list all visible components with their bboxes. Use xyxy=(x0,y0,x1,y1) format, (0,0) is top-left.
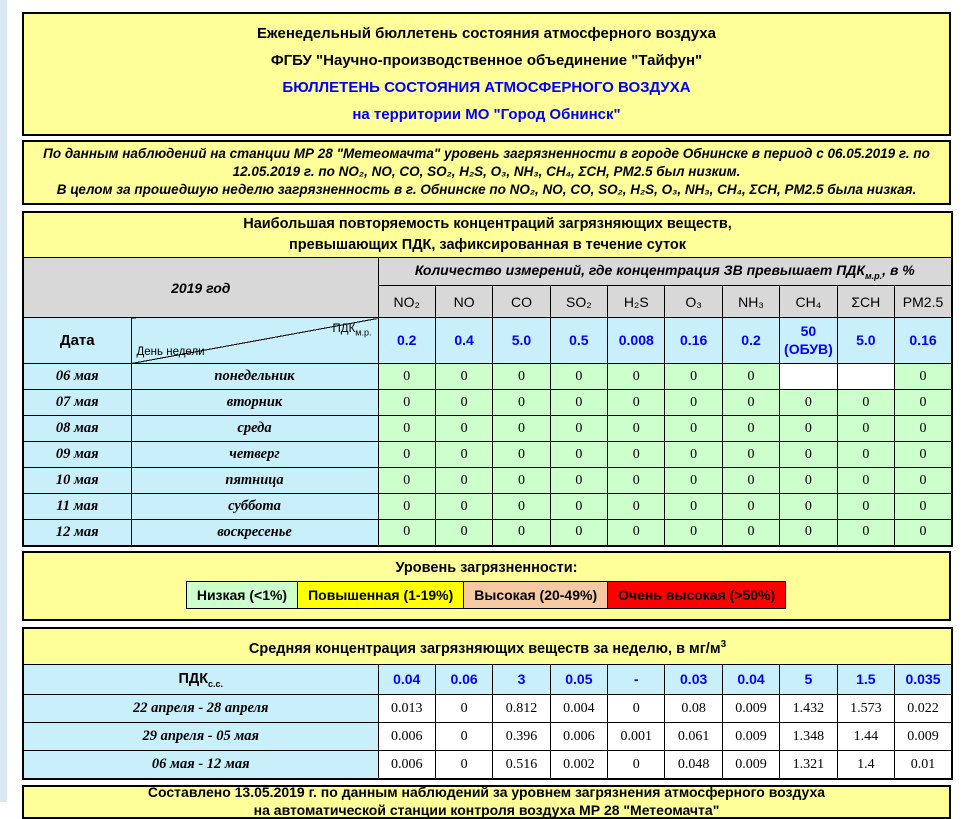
intro-paragraph-1: По данным наблюдений на станции МР 28 "Метеомачта" уровень загрязненности в городе Обнинске в период с 06.05.2019 г. по 12.05.2019 г. по NO₂, NO, CO, SO₂, H₂S, O₃, NH₃, CH₄, ΣCH, PM2.5 был низким. xyxy=(43,146,930,180)
mpc-value-cell: 0.2 xyxy=(722,318,779,364)
value-cell: 0 xyxy=(378,442,435,468)
average-value-cell: 0.006 xyxy=(378,751,435,779)
measure-header-post: , в % xyxy=(882,262,915,279)
average-value-cell: 0.061 xyxy=(665,723,722,751)
diagonal-bottom-label: День недели xyxy=(136,346,205,359)
bulletin-subtitle: Еженедельный бюллетень состояния атмосферного воздуха xyxy=(257,25,716,42)
average-value-cell: 0.01 xyxy=(895,751,953,779)
period-cell: 22 апреля - 28 апреля xyxy=(23,695,378,723)
value-cell: 0 xyxy=(780,442,837,468)
value-cell: 0 xyxy=(608,364,665,390)
legend-title: Уровень загрязненности: xyxy=(395,559,578,576)
date-cell: 06 мая xyxy=(23,364,131,390)
weekday-cell: понедельник xyxy=(131,364,378,390)
value-cell: 0 xyxy=(895,416,953,442)
value-cell: 0 xyxy=(665,520,722,546)
frequency-title-line2: превышающих ПДК, зафиксированная в течение суток xyxy=(289,236,687,253)
value-cell: 0 xyxy=(493,442,550,468)
average-value-cell: 0.048 xyxy=(665,751,722,779)
frequency-title-line1: Наибольшая повторяемость концентраций загрязняющих веществ, xyxy=(243,215,732,232)
value-cell: 0 xyxy=(780,520,837,546)
footer-line2: на автоматической станции контроля воздуха МР 28 "Метеомачта" xyxy=(253,801,720,818)
value-cell: 0 xyxy=(378,416,435,442)
frequency-section-title xyxy=(23,212,952,258)
value-cell: 0 xyxy=(550,390,607,416)
mpc-value-cell: 0.008 xyxy=(608,318,665,364)
average-value-cell: 0.001 xyxy=(608,723,665,751)
average-value-cell: 0.004 xyxy=(550,695,607,723)
value-cell: 0 xyxy=(493,494,550,520)
measure-header-text: Количество измерений, где концентрация ЗВ превышает ПДК xyxy=(414,262,866,279)
measure-header-sub: м.р. xyxy=(865,271,883,282)
weekday-cell: среда xyxy=(131,416,378,442)
average-value-cell: 1.44 xyxy=(837,723,894,751)
daily-mpc-value-cell: 0.06 xyxy=(435,665,492,695)
day-row xyxy=(23,416,952,442)
value-cell: 0 xyxy=(493,468,550,494)
mpc-value-cell: 0.5 xyxy=(550,318,607,364)
average-value-cell: 0 xyxy=(435,695,492,723)
average-week-row xyxy=(23,695,952,723)
average-title-sup: 3 xyxy=(720,638,727,650)
value-cell: 0 xyxy=(608,442,665,468)
pollutant-header-cell: CH₄ xyxy=(780,286,837,318)
value-cell: 0 xyxy=(722,416,779,442)
measure-header-cell xyxy=(378,258,952,286)
legend-items xyxy=(24,581,949,609)
average-value-cell: 0.006 xyxy=(550,723,607,751)
value-cell: 0 xyxy=(378,520,435,546)
date-cell: 08 мая xyxy=(23,416,131,442)
pollutant-header-cell: CO xyxy=(493,286,550,318)
value-cell-empty xyxy=(837,364,894,390)
legend-item: Повышенная (1-19%) xyxy=(297,581,464,609)
value-cell: 0 xyxy=(895,520,953,546)
pollutant-header-cell: ΣCH xyxy=(837,286,894,318)
average-value-cell: 1.321 xyxy=(780,751,837,779)
territory-line: на территории МО "Город Обнинск" xyxy=(352,106,621,123)
day-row xyxy=(23,468,952,494)
value-cell: 0 xyxy=(837,390,894,416)
value-cell: 0 xyxy=(378,364,435,390)
value-cell: 0 xyxy=(722,442,779,468)
value-cell: 0 xyxy=(665,390,722,416)
daily-mpc-value-cell: 0.03 xyxy=(665,665,722,695)
average-value-cell: 0.812 xyxy=(493,695,550,723)
average-value-cell: 0.022 xyxy=(895,695,953,723)
day-row xyxy=(23,520,952,546)
frequency-table xyxy=(22,211,953,547)
pollutant-header-cell: NO xyxy=(435,286,492,318)
day-row xyxy=(23,390,952,416)
value-cell: 0 xyxy=(665,416,722,442)
value-cell: 0 xyxy=(608,416,665,442)
value-cell: 0 xyxy=(665,468,722,494)
average-value-cell: 1.573 xyxy=(837,695,894,723)
legend-item: Очень высокая (>50%) xyxy=(607,581,786,609)
organization-name: ФГБУ "Научно-производственное объединение "Тайфун" xyxy=(270,52,703,69)
value-cell: 0 xyxy=(780,468,837,494)
legend-item: Высокая (20-49%) xyxy=(463,581,608,609)
value-cell: 0 xyxy=(722,364,779,390)
legend-box xyxy=(22,551,951,621)
value-cell: 0 xyxy=(378,390,435,416)
year-cell: 2019 год xyxy=(23,258,378,318)
value-cell: 0 xyxy=(550,416,607,442)
average-value-cell: 0.009 xyxy=(722,695,779,723)
value-cell: 0 xyxy=(608,494,665,520)
diagonal-top-label: $ПДК_{м.р.}$ xyxy=(332,323,372,338)
day-row xyxy=(23,364,952,390)
date-cell: 09 мая xyxy=(23,442,131,468)
value-cell: 0 xyxy=(493,390,550,416)
value-cell: 0 xyxy=(550,442,607,468)
average-value-cell: 1.432 xyxy=(780,695,837,723)
value-cell: 0 xyxy=(435,442,492,468)
value-cell: 0 xyxy=(837,416,894,442)
daily-mpc-label-cell: $ПДК_{с.с.}$ xyxy=(23,665,378,695)
value-cell: 0 xyxy=(435,520,492,546)
average-value-cell: 0.009 xyxy=(895,723,953,751)
weekday-cell: четверг xyxy=(131,442,378,468)
average-table xyxy=(22,627,953,780)
average-value-cell: 0.002 xyxy=(550,751,607,779)
value-cell: 0 xyxy=(722,468,779,494)
window-edge-strip xyxy=(0,0,7,802)
date-cell: 10 мая xyxy=(23,468,131,494)
daily-mpc-value-cell: - xyxy=(608,665,665,695)
value-cell: 0 xyxy=(665,364,722,390)
value-cell: 0 xyxy=(608,468,665,494)
value-cell: 0 xyxy=(435,390,492,416)
average-value-cell: 0.516 xyxy=(493,751,550,779)
period-cell: 06 мая - 12 мая xyxy=(23,751,378,779)
value-cell: 0 xyxy=(493,364,550,390)
average-value-cell: 0 xyxy=(608,695,665,723)
date-header-cell: Дата xyxy=(23,318,131,364)
average-value-cell: 0.08 xyxy=(665,695,722,723)
value-cell: 0 xyxy=(608,390,665,416)
value-cell: 0 xyxy=(722,494,779,520)
average-value-cell: 1.348 xyxy=(780,723,837,751)
day-row xyxy=(23,494,952,520)
pollutant-header-cell: H₂S xyxy=(608,286,665,318)
average-value-cell: 0.006 xyxy=(378,723,435,751)
intro-box xyxy=(22,140,951,205)
day-row xyxy=(23,442,952,468)
value-cell: 0 xyxy=(665,442,722,468)
value-cell: 0 xyxy=(895,494,953,520)
legend-item: Низкая (<1%) xyxy=(186,581,298,609)
value-cell: 0 xyxy=(493,416,550,442)
daily-mpc-value-cell: 0.035 xyxy=(895,665,953,695)
pollutant-header-cell: SO₂ xyxy=(550,286,607,318)
date-cell: 07 мая xyxy=(23,390,131,416)
date-cell: 12 мая xyxy=(23,520,131,546)
value-cell: 0 xyxy=(837,442,894,468)
daily-mpc-value-cell: 0.04 xyxy=(378,665,435,695)
value-cell: 0 xyxy=(722,390,779,416)
mpc-value-cell: 0.16 xyxy=(665,318,722,364)
period-cell: 29 апреля - 05 мая xyxy=(23,723,378,751)
value-cell: 0 xyxy=(550,494,607,520)
average-value-cell: 0 xyxy=(608,751,665,779)
mpc-value-cell: 5.0 xyxy=(493,318,550,364)
value-cell: 0 xyxy=(493,520,550,546)
daily-mpc-value-cell: 3 xyxy=(493,665,550,695)
average-value-cell: 0 xyxy=(435,723,492,751)
average-value-cell: 0.396 xyxy=(493,723,550,751)
average-week-row xyxy=(23,751,952,779)
value-cell: 0 xyxy=(780,494,837,520)
average-value-cell: 0.013 xyxy=(378,695,435,723)
date-cell: 11 мая xyxy=(23,494,131,520)
mpc-value-cell: 0.16 xyxy=(895,318,953,364)
weekday-cell: воскресенье xyxy=(131,520,378,546)
daily-mpc-value-cell: 1.5 xyxy=(837,665,894,695)
daily-mpc-value-cell: 0.04 xyxy=(722,665,779,695)
value-cell: 0 xyxy=(895,442,953,468)
diagonal-header-cell xyxy=(131,318,378,364)
pollutant-header-cell: NH₃ xyxy=(722,286,779,318)
bulletin-title: БЮЛЛЕТЕНЬ СОСТОЯНИЯ АТМОСФЕРНОГО ВОЗДУХА xyxy=(282,79,691,96)
value-cell: 0 xyxy=(608,520,665,546)
value-cell: 0 xyxy=(378,494,435,520)
mpc-value-cell: 0.4 xyxy=(435,318,492,364)
value-cell: 0 xyxy=(378,468,435,494)
mpc-value-cell: 0.2 xyxy=(378,318,435,364)
value-cell: 0 xyxy=(895,468,953,494)
value-cell: 0 xyxy=(550,364,607,390)
value-cell: 0 xyxy=(435,416,492,442)
weekday-cell: суббота xyxy=(131,494,378,520)
bulletin-content xyxy=(22,12,951,819)
average-value-cell: 0.009 xyxy=(722,751,779,779)
value-cell: 0 xyxy=(665,494,722,520)
value-cell: 0 xyxy=(895,364,953,390)
daily-mpc-value-cell: 5 xyxy=(780,665,837,695)
mpc-value-cell: 5.0 xyxy=(837,318,894,364)
value-cell: 0 xyxy=(837,494,894,520)
value-cell: 0 xyxy=(780,416,837,442)
average-week-row xyxy=(23,723,952,751)
value-cell: 0 xyxy=(780,390,837,416)
footer-line1: Составлено 13.05.2019 г. по данным наблюдений за уровнем загрязнения атмосферного воздуха xyxy=(147,784,826,801)
pollutant-header-cell: NO₂ xyxy=(378,286,435,318)
value-cell: 0 xyxy=(837,468,894,494)
weekday-cell: пятница xyxy=(131,468,378,494)
value-cell: 0 xyxy=(895,390,953,416)
daily-mpc-value-cell: 0.05 xyxy=(550,665,607,695)
average-value-cell: 0 xyxy=(435,751,492,779)
average-title-text: Средняя концентрация загрязняющих веществ за неделю, в мг/м xyxy=(248,640,721,657)
title-box xyxy=(22,12,951,136)
value-cell: 0 xyxy=(722,520,779,546)
pollutant-header-cell: PM2.5 xyxy=(895,286,953,318)
mpc-value-cell: 50 (ОБУВ) xyxy=(780,318,837,364)
pollutant-header-cell: O₃ xyxy=(665,286,722,318)
weekday-cell: вторник xyxy=(131,390,378,416)
value-cell: 0 xyxy=(550,468,607,494)
average-value-cell: 1.4 xyxy=(837,751,894,779)
average-section-title xyxy=(23,628,952,665)
value-cell: 0 xyxy=(435,494,492,520)
value-cell: 0 xyxy=(837,520,894,546)
value-cell: 0 xyxy=(435,468,492,494)
value-cell: 0 xyxy=(435,364,492,390)
value-cell-empty xyxy=(780,364,837,390)
value-cell: 0 xyxy=(550,520,607,546)
intro-paragraph-2: В целом за прошедшую неделю загрязненность в г. Обнинске по NO₂, NO, CO, SO₂, H₂S, O₃, NH₃, CH₄, ΣCH, PM2.5 была низкая. xyxy=(56,182,917,198)
average-value-cell: 0.009 xyxy=(722,723,779,751)
